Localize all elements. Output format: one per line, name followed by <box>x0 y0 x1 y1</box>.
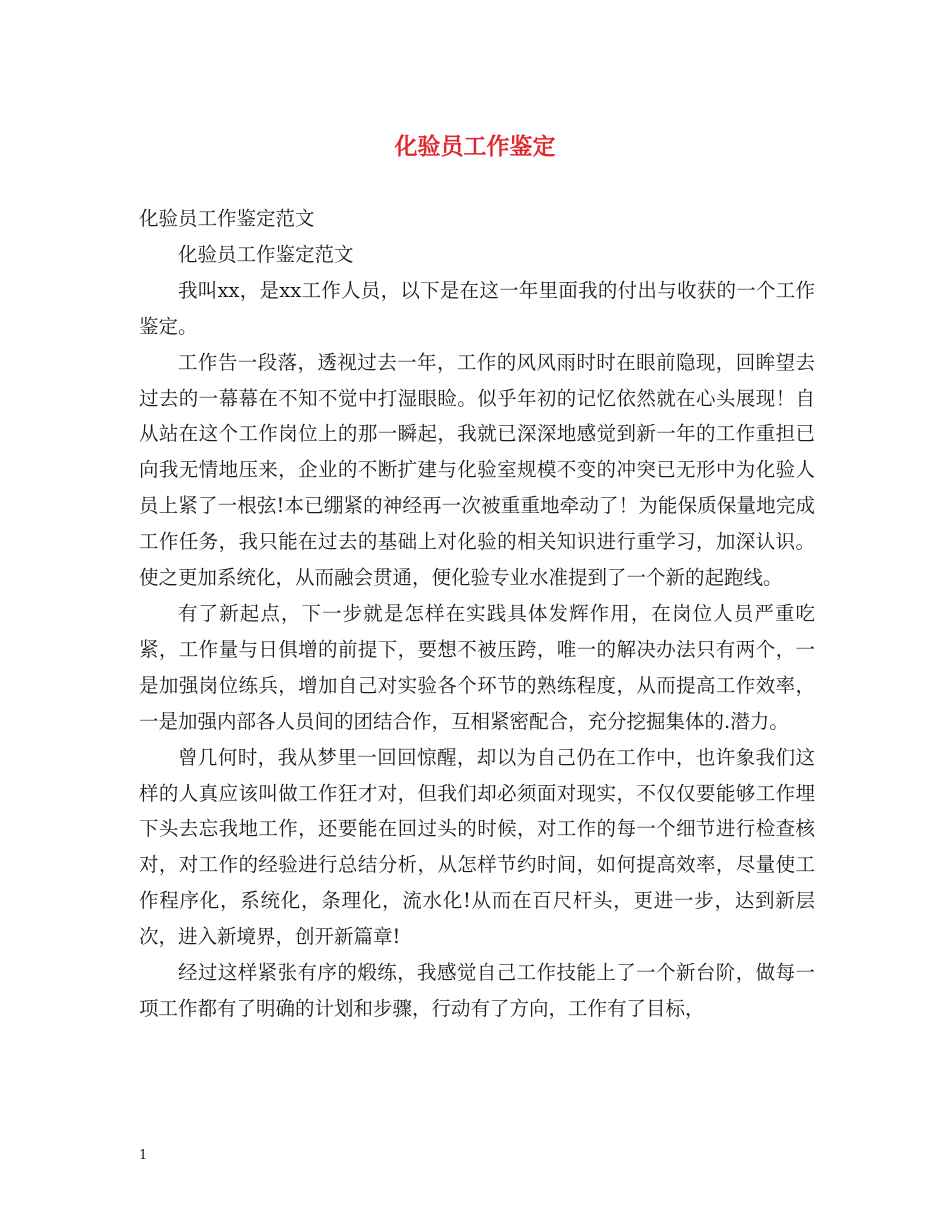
paragraph: 曾几何时，我从梦里一回回惊醒，却以为自己仍在工作中，也许象我们这样的人真应该叫做工作狂才对，但我们却必须面对现实，不仅仅要能够工作埋下头去忘我地工作，还要能在回过头的时候，对工作的每一个细节进行检查核对，对工作的经验进行总结分析，从怎样节约时间，如何提高效率，尽量使工作程序化，系统化，条理化，流水化!从而在百尺杆头，更进一步，达到新层次，进入新境界，创开新篇章! <box>139 745 815 949</box>
paragraph: 化验员工作鉴定范文 <box>178 242 354 266</box>
paragraph: 工作告一段落，透视过去一年，工作的风风雨时时在眼前隐现，回眸望去过去的一幕幕在不知不觉中打湿眼睑。似乎年初的记忆依然就在心头展现！自从站在这个工作岗位上的那一瞬起，我就已深深地感觉到新一年的工作重担已向我无情地压来，企业的不断扩建与化验室规模不变的冲突已无形中为化验人员上紧了一根弦!本已绷紧的神经再一次被重重地牵动了！为能保质保量地完成工作任务，我只能在过去的基础上对化验的相关知识进行重学习，加深认识。使之更加系统化，从而融会贯通，便化验专业水准提到了一个新的起跑线。 <box>139 350 815 590</box>
page-number: 1 <box>139 1148 148 1163</box>
document-body <box>139 201 815 1027</box>
paragraph: 经过这样紧张有序的煅练，我感觉自己工作技能上了一个新台阶，做每一项工作都有了明确的计划和步骤，行动有了方向，工作有了目标， <box>139 961 815 1020</box>
paragraph: 我叫xx，是xx工作人员，以下是在这一年里面我的付出与收获的一个工作鉴定。 <box>139 278 815 338</box>
paragraph: 化验员工作鉴定范文 <box>139 207 315 230</box>
paragraph: 有了新起点，下一步就是怎样在实践具体发辉作用，在岗位人员严重吃紧，工作量与日俱增的前提下，要想不被压跨，唯一的解决办法只有两个，一是加强岗位练兵，增加自己对实验各个环节的熟练程度，从而提高工作效率，一是加强内部各人员间的团结合作，互相紧密配合，充分挖掘集体的.潜力。 <box>139 601 815 733</box>
document-title: 化验员工作鉴定 <box>394 133 556 160</box>
